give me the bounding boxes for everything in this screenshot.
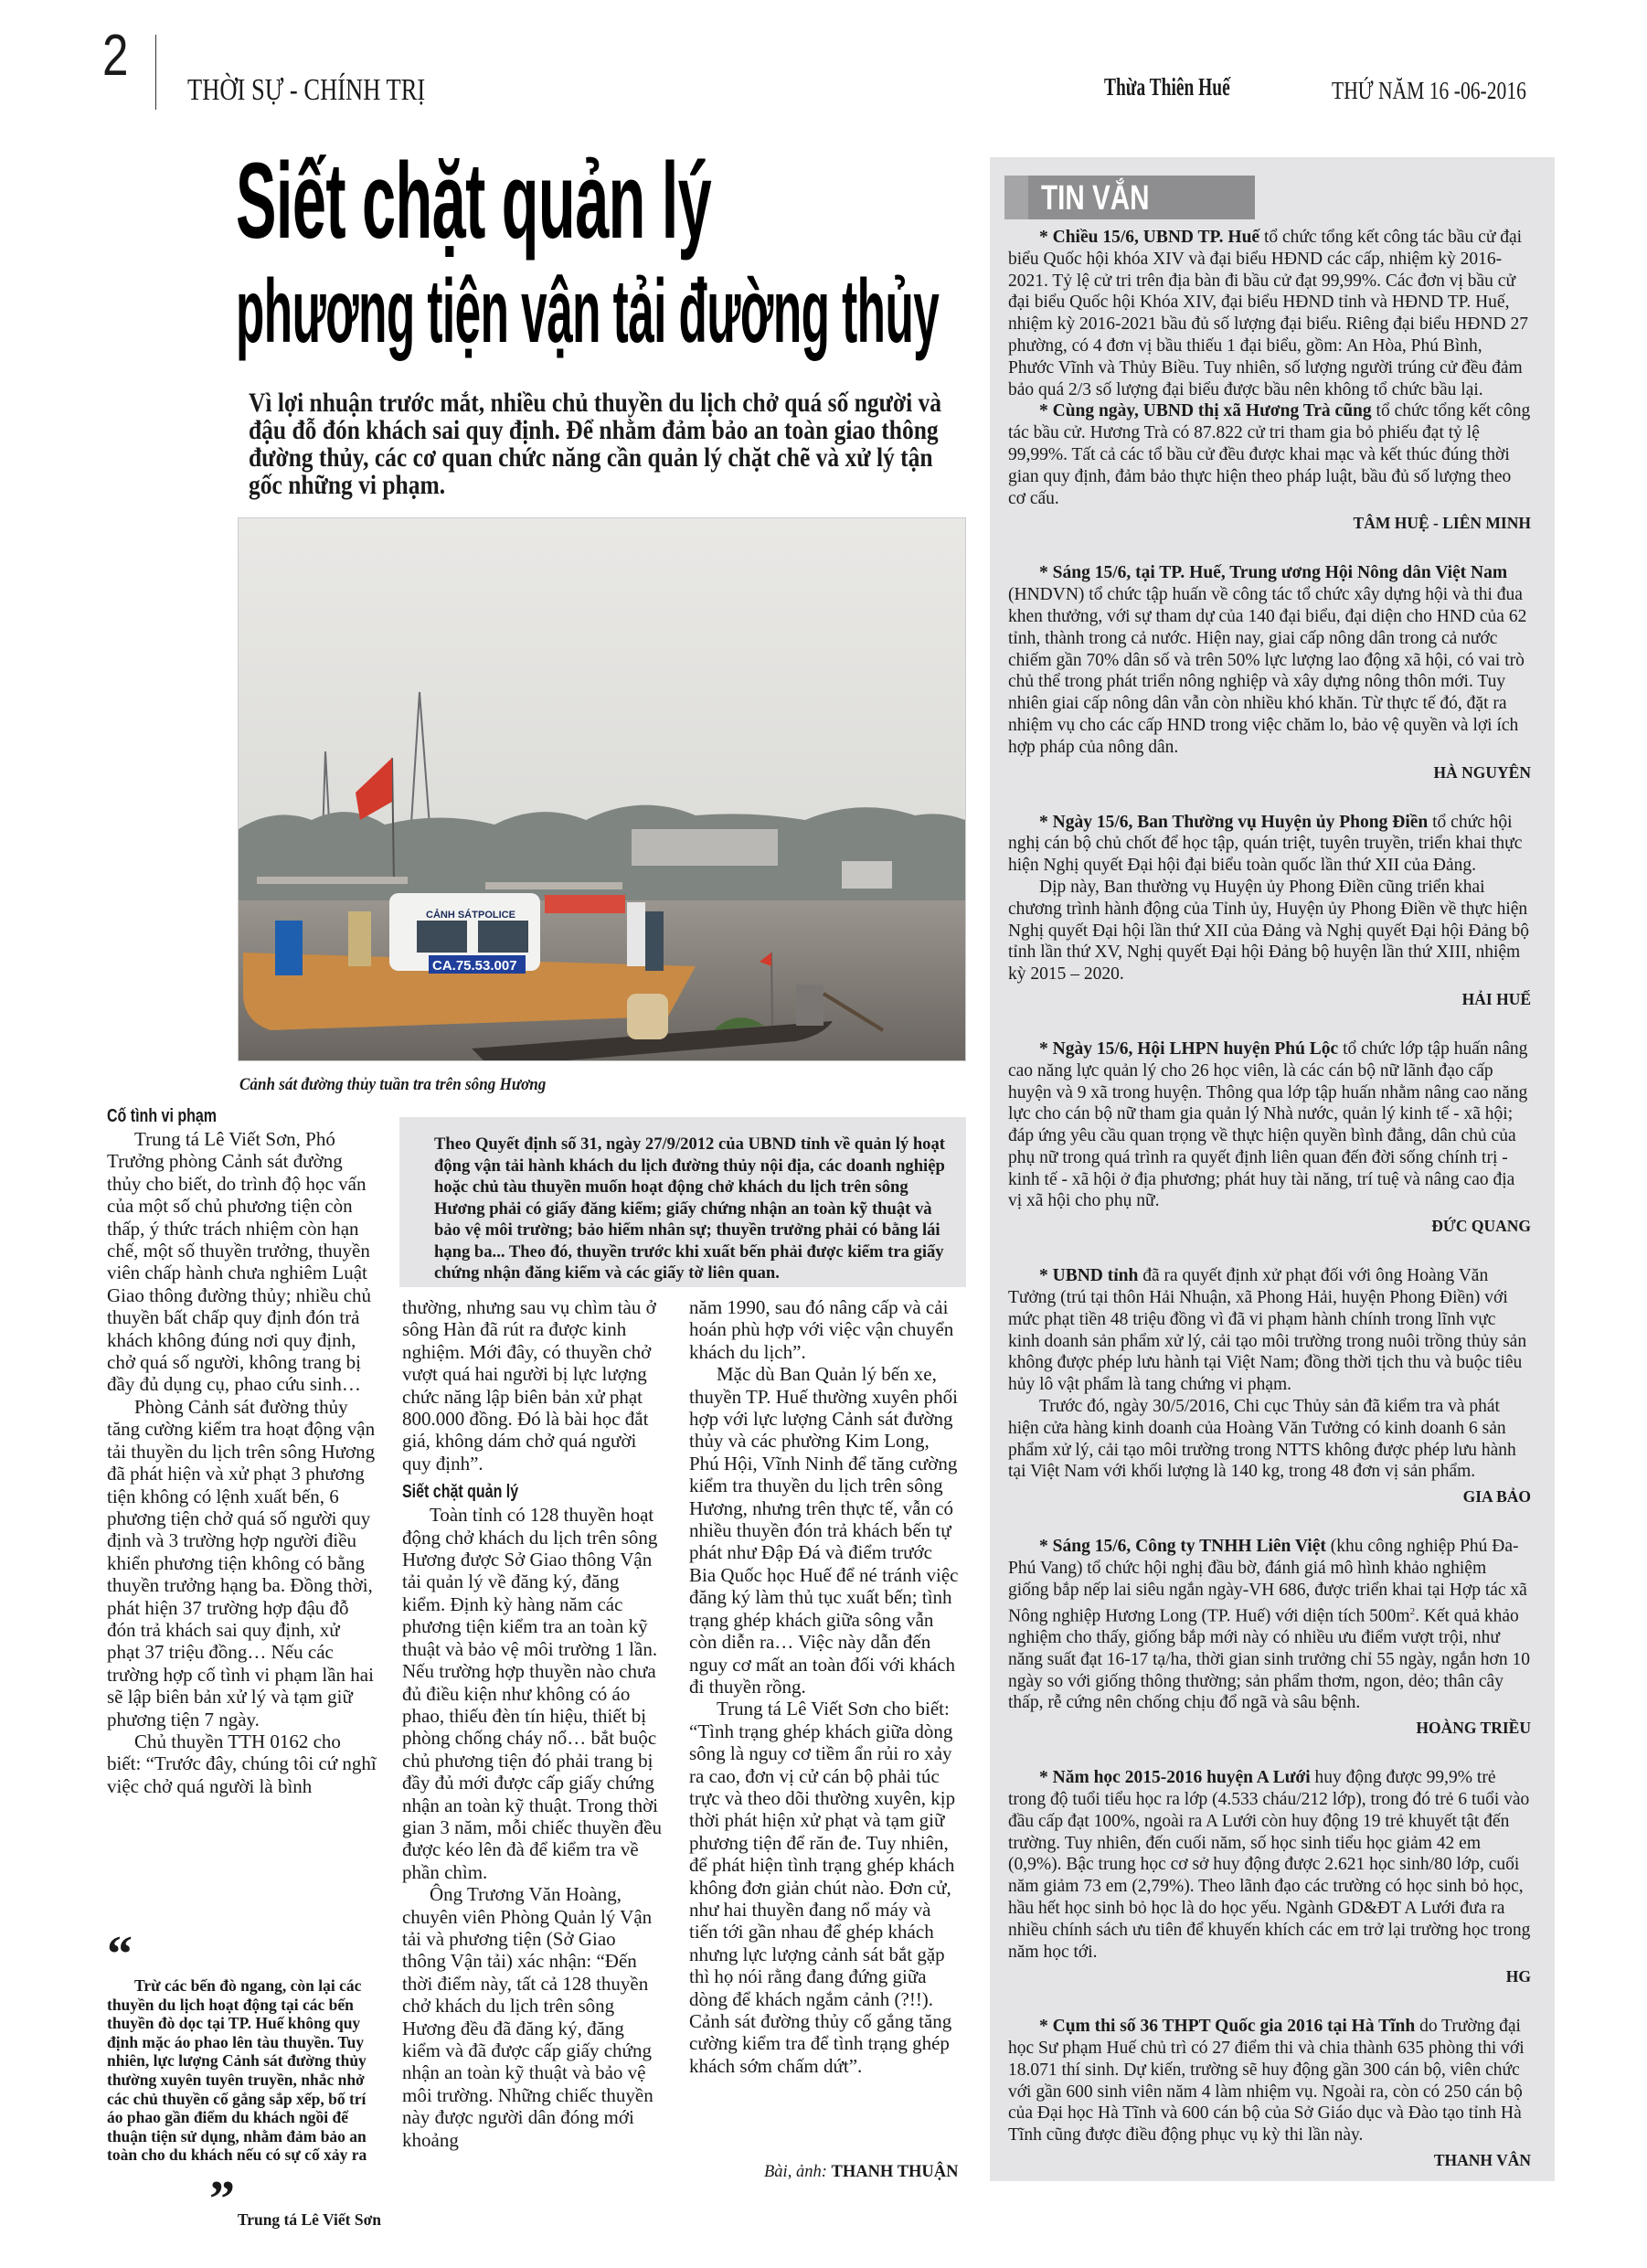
news-author: HG (1505, 1967, 1531, 1986)
article-column-right (689, 1296, 963, 2077)
sidebar-tag (1004, 176, 1255, 219)
news-brief-item: * UBND tỉnh đã ra quyết định xử phạt đối với ông Hoàng Văn Tưởng (trú tại thôn Hải Nhuận, xã Phong Hải, huyện Phong Điền) với mức phạt tiền 48 triệu đồng vì đã vi phạm hành chính trong lĩnh vực kinh doanh sản phẩm xử lý, cải tạo môi trường trong nuôi trồng thủy sản không được phép lưu hành tại Việt Nam; đồng thời tịch thu và buộc tiêu hủy lô vật phẩm là tang chứng vi phạm. Trước đó, ngày 30/5/2016, Chi cục Thủy sản đã kiểm tra và phát hiện cửa hàng kinh doanh của Hoàng Văn Tưởng có kinh doanh 6 sản phẩm xử lý, cải tạo môi trường trong NTTS không được phép lưu hành tại Việt Nam với khối lượng là 140 kg, trong 48 đơn vị sản phẩm. GIA BẢO (1008, 1265, 1531, 1508)
paragraph: Trung tá Lê Viết Sơn cho biết: “Tình trạng ghép khách giữa dòng sông là nguy cơ tiềm ẩn rủi ro xảy ra cao, đơn vị cử cán bộ phải túc trực và theo dõi thường xuyên, kịp thời phát hiện xử phạt và tạm giữ phương tiện để răn đe. Tuy nhiên, để phát hiện tình trạng ghép khách không đơn giản chút nào. Đơn cử, như hai thuyền đang nổ máy và tiến tới gần nhau để ghép khách nhưng lực lượng cảnh sát bắt gặp thì họ nói rằng đang đứng giữa dòng để khách ngắm cảnh (?!!). Cảnh sát đường thủy cố gắng tăng cường kiểm tra để tình trạng ghép khách sớm chấm dứt”. (689, 1698, 956, 2077)
treeline (239, 805, 965, 907)
headline-line-1: Siết chặt quản lý (236, 141, 712, 261)
subhead-co-tinh-vi-pham: Cố tình vi phạm (107, 1106, 217, 1126)
news-author: TÂM HUỆ - LIÊN MINH (1353, 514, 1531, 533)
building (842, 861, 892, 889)
byline (764, 2163, 958, 2182)
news-brief-list (1008, 227, 1531, 2199)
news-brief-item: * Cụm thi số 36 THPT Quốc gia 2016 tại Hà Tĩnh do Trường đại học Sư phạm Huế chủ trì có 27 điểm thi và chia thành 635 phòng thi với 18.071 thí sinh. Dự kiến, trường sẽ huy động gần 300 cán bộ, viên chức với gần 600 sinh viên năm 4 làm nhiệm vụ. Ngoài ra, còn có 250 cán bộ của Đại học Hà Tĩnh và 600 cán bộ của Sở Giáo dục và Đào tạo tỉnh Hà Tĩnh cũng được điều động phục vụ kỳ thi lần này. THANH VÂN (1008, 2016, 1531, 2172)
photo-caption: Cảnh sát đường thủy tuần tra trên sông Hương (239, 1075, 547, 1094)
news-brief-item: * Ngày 15/6, Hội LHPN huyện Phú Lộc tổ chức lớp tập huấn nâng cao năng lực quản lý cho 26 học viên, là các cán bộ nữ lãnh đạo cấp huyện và 9 xã trong huyện. Thông qua lớp tập huấn nhằm nâng cao năng lực cho cán bộ nữ tham gia quản lý Nhà nước, quản lý kinh tế - xã hội; đáp ứng yêu cầu quan trọng về thực hiện quyền bình đẳng, dân chủ của phụ nữ trong quá trình ra quyết định liên quan đến đời sống chính trị - kinh tế - xã hội ở địa phương; phát huy tài năng, trí tuệ và nâng cao địa vị xã hội cho phụ nữ. ĐỨC QUANG (1008, 1038, 1531, 1238)
close-quote-icon: ” (209, 2171, 235, 2228)
pull-quote-text: Trừ các bến đò ngang, còn lại các thuyền du lịch hoạt động tại các bến thuyền đò dọc tại TP. Huế không quy định mặc áo phao lên tàu thuyền. Tuy nhiên, lực lượng Cảnh sát đường thủy thường xuyên tuyên truyền, nhắc nhở các chủ thuyền cố gắng sắp xếp, bố trí áo phao gần điểm du khách ngồi để thuận tiện sử dụng, nhằm đảm bảo an toàn cho du khách nếu có sự cố xảy ra (107, 1976, 367, 2165)
article-lede: Vì lợi nhuận trước mắt, nhiều chủ thuyền du lịch chở quá số người và đậu đỗ đón khách sai quy định. Để nhằm đảm bảo an toàn giao thông đường thủy, các cơ quan chức năng cần quản lý chặt chẽ và xử lý tận gốc những vi phạm. (249, 388, 942, 500)
news-brief-item: * Sáng 15/6, Công ty TNHH Liên Việt (khu công nghiệp Phú Đa-Phú Vang) tổ chức hội nghị đầu bờ, đánh giá mô hình khảo nghiệm giống bắp nếp lai siêu ngắn ngày-VH 686, được triển khai tại Hợp tác xã Nông nghiệp Hương Long (TP. Huế) với diện tích $500m^2$. Kết quả khảo nghiệm cho thấy, giống bắp mới này có nhiều ưu điểm vượt trội, như năng suất đạt 16-17 tạ/ha, thời gian sinh trưởng chỉ 55 ngày, ngắn hơn 10 ngày so với giống thông thường; sản phẩm thơm, ngon, dẻo; thân cây thấp, rễ cứng nên chống chịu đổ ngã và sâu bệnh. HOÀNG TRIỀU (1008, 1536, 1531, 1740)
paragraph: Phòng Cảnh sát đường thủy tăng cường kiểm tra hoạt động vận tải thuyền du lịch trên sông Hương đã phát hiện và xử phạt 3 phương tiện không có lệnh xuất bến, 6 phương tiện chở quá số người quy định và 3 trường hợp người điều khiển phương tiện không có bằng thuyền trưởng hạng ba. Đồng thời, phát hiện 37 trường hợp đậu đỗ đón trả khách sai quy định, xử phạt 37 triệu đồng… Nếu các trường hợp cố tình vi phạm lần hai sẽ lập biên bản xử lý và tạm giữ phương tiện 7 ngày. (107, 1395, 376, 1730)
news-author: THANH VÂN (1433, 2151, 1531, 2170)
byline-role: Bài, ảnh: (764, 2163, 827, 2181)
news-author: HÀ NGUYÊN (1433, 762, 1531, 782)
header-divider (155, 35, 156, 110)
paragraph: Ông Trương Văn Hoàng, chuyên viên Phòng Quản lý Vận tải và phương tiện (Sở Giao thông Vận tải) xác nhận: “Đến thời điểm này, tất cả 128 thuyền chở khách du lịch trên sông Hương đều đã đăng ký, đăng kiểm và đã được cấp giấy chứng nhận an toàn kỹ thuật và bảo vệ môi trường. Những chiếc thuyền này được người dân đóng mới khoảng (402, 1883, 653, 2151)
article-column-left (107, 1104, 377, 1797)
sky (239, 518, 965, 847)
boat-label-canh-sat: CẢNH SÁT (426, 910, 478, 921)
article-photo (238, 517, 966, 1061)
publication-name: Thừa Thiên Huế (1104, 73, 1230, 101)
paragraph: Mặc dù Ban Quản lý bến xe, thuyền TP. Huế thường xuyên phối hợp với lực lượng Cảnh sát đường thủy và các phường Kim Long, Phú Hội, Vĩnh Ninh để tăng cường kiểm tra thuyền du lịch trên sông Hương, nhưng trên thực tế, vẫn có nhiều thuyền đón trả khách bến tự phát như Đập Đá và điểm trước Bia Quốc học Huế để né tránh việc đăng ký làm thủ tục xuất bến; tình trạng ghép khách giữa sông vẫn còn diễn ra… Việc này dẫn đến nguy cơ mất an toàn đối với khách đi thuyền rồng. (689, 1363, 959, 1698)
paragraph: Chủ thuyền TTH 0162 cho biết: “Trước đây, chúng tôi cứ nghĩ việc chở quá người là bình (107, 1730, 377, 1797)
article-column-middle (402, 1296, 663, 2151)
subhead-siet-chat-quan-ly: Siết chặt quản lý (402, 1482, 519, 1503)
boat-label-police: POLICE (478, 910, 515, 921)
news-brief-item: * Ngày 15/6, Ban Thường vụ Huyện ủy Phong Điền tổ chức hội nghị cán bộ chủ chốt để học tập, quán triệt, tuyên truyền, triển khai thực hiện Nghị quyết Đại hội đại biểu toàn quốc lần thứ XII của Đảng. Dịp này, Ban thường vụ Huyện ủy Phong Điền cũng triển khai chương trình hành động của Tỉnh ủy, Huyện ủy Phong Điền về thực hiện Nghị quyết Đại hội lần thứ XII của Đảng và Nghị quyết Đại hội Đảng bộ tỉnh lần thứ XV, Nghị quyết Đại hội Đảng bộ huyện lần thứ XIII, nhiệm kỳ 2015 – 2020. HẢI HUẾ (1008, 812, 1531, 1011)
news-author: HẢI HUẾ (1461, 989, 1531, 1008)
news-brief-item: * Năm học 2015-2016 huyện A Lưới huy động được 99,9% trẻ trong độ tuổi tiểu học ra lớp (4.533 cháu/212 lớp), trong đó trẻ 6 tuổi vào đầu cấp đạt 100%, ngoài ra A Lưới còn huy động 19 trẻ khuyết tật đến trường. Tuy nhiên, đến cuối năm, số học sinh tiểu học giảm 42 em (0,9%). Bậc trung học cơ sở huy động được 2.621 học sinh/80 lớp, cuối năm giảm 73 em (2,79%). Theo lãnh đạo các trường có học sinh bỏ học, hầu hết học sinh bỏ học là do học yếu. Ngành GD&ĐT A Lưới đưa ra nhiều chính sách ưu tiên để khuyến khích các em trở lại trường học trong năm học tới. HG (1008, 1767, 1531, 1988)
paragraph: thường, nhưng sau vụ chìm tàu ở sông Hàn đã rút ra được kinh nghiệm. Mới đây, có thuyền chở vượt quá hai người bị lực lượng chức năng lập biên bản xử phạt 800.000 đồng. Đó là bài học đắt giá, không dám chở quá người quy định”. (402, 1296, 656, 1475)
river-patrol-photo (239, 518, 965, 1060)
paragraph: Toàn tỉnh có 128 thuyền hoạt động chở khách du lịch trên sông Hương được Sở Giao thông Vận tải quản lý về đăng ký, đăng kiểm. Định kỳ hàng năm các phương tiện kiểm tra an toàn kỹ thuật và bảo vệ môi trường 1 lần. Nếu trường hợp thuyền nào chưa đủ điều kiện như không có áo phao, thiếu đèn tín hiệu, thiết bị phòng chống cháy nổ… bắt buộc chủ phương tiện đó phải trang bị đầy đủ mới được cấp giấy chứng nhận an toàn kỹ thuật. Trong thời gian 3 năm, mỗi chiếc thuyền đều được kéo lên đà để kiểm tra về phần chìm. (402, 1504, 663, 1883)
boat-plate: CA.75.53.007 (432, 958, 517, 974)
sidebar-title: TIN VẮN (1041, 179, 1150, 218)
news-author: ĐỨC QUANG (1431, 1217, 1531, 1236)
byline-name: THANH THUẬN (831, 2163, 959, 2181)
news-brief-item: * Chiều 15/6, UBND TP. Huế tổ chức tổng kết công tác bầu cử đại biểu Quốc hội khóa XIV và đại biểu HĐND các cấp, nhiệm kỳ 2016-2021. Tỷ lệ cử tri trên địa bàn đi bầu cử đạt 99,99%. Các đơn vị bầu cử đại biểu Quốc hội Khóa XIV, đại biểu HĐND tỉnh và HĐND TP. Huế, nhiệm kỳ 2016-2021 bầu đủ số lượng đại biểu. Riêng đại biểu HĐND 27 phường, có 4 đơn vị bầu thiếu 1 đại biểu, gồm: An Hòa, Phú Bình, Phước Vĩnh và Thủy Biều. Tuy nhiên, số lượng người trúng cử đều đảm bảo quá 2/3 số lượng đại biểu được bầu nên không tổ chức bầu lại. * Cùng ngày, UBND thị xã Hương Trà cũng tổ chức tổng kết công tác bầu cử. Hương Trà có 87.822 cử tri tham gia bỏ phiếu đạt tỷ lệ 99,99%. Tất cả các tổ bầu cử đều được khai mạc và kết thúc đúng thời gian quy định, đảm bảo thực hiện theo pháp luật, bầu đủ số lượng theo cơ cấu. TÂM HUỆ - LIÊN MINH (1008, 227, 1531, 535)
paragraph: Trung tá Lê Viết Sơn, Phó Trưởng phòng Cảnh sát đường thủy cho biết, do trình độ học vấn của một số chủ phương tiện còn thấp, ý thức trách nhiệm còn hạn chế, một số thuyền trưởng, thuyền viên chấp hành chưa nghiêm Luật Giao thông đường thủy; nhiều chủ thuyền bất chấp quy định đón trả khách không đúng nơi quy định, chở quá số người, không trang bị đầy đủ dụng cụ, phao cứu sinh… (107, 1128, 372, 1396)
news-author: GIA BẢO (1462, 1487, 1531, 1507)
section-label: THỜI SỰ - CHÍNH TRỊ (187, 73, 426, 107)
headline-line-2: phương tiện vận tải đường thủy (236, 261, 940, 361)
news-brief-sidebar (990, 157, 1555, 2181)
policy-box-text: Theo Quyết định số 31, ngày 27/9/2012 của UBND tỉnh về quản lý hoạt động vận tải hành khách du lịch đường thủy nội địa, các doanh nghiệp hoặc chủ tàu thuyền muốn hoạt động chở khách du lịch trên sông Hương phải có giấy đăng kiểm; giấy chứng nhận an toàn kỹ thuật và bảo vệ môi trường; bảo hiểm nhân sự; thuyền trưởng phải có bằng lái hạng ba... Theo đó, thuyền trước khi xuất bến phải được kiểm tra giấy chứng nhận đăng kiểm và các giấy tờ liên quan. (434, 1134, 945, 1283)
news-brief-item: * Sáng 15/6, tại TP. Huế, Trung ương Hội Nông dân Việt Nam (HNDVN) tổ chức tập huấn về công tác tổ chức xây dựng hội và thi đua khen thưởng, với sự tham dự của 140 đại biểu, đại diện cho HND của 62 tỉnh, thành trong cả nước. Hiện nay, giai cấp nông dân trong cả nước chiếm gần 70% dân số và trên 50% lực lượng lao động xã hội, có vai trò chủ thể trong phát triển nông nghiệp và xây dựng nông thôn mới. Tuy nhiên giai cấp nông dân vẫn còn nhiều khó khăn. Từ thực tế đó, đặt ra nhiệm vụ cho các cấp HND trong việc chăm lo, bảo vệ quyền và lợi ích hợp pháp của nông dân. HÀ NGUYÊN (1008, 562, 1531, 783)
paragraph: năm 1990, sau đó nâng cấp và cải hoán phù hợp với việc vận chuyển khách du lịch”. (689, 1296, 954, 1363)
open-quote-icon: “ (107, 1926, 133, 1983)
page-number: 2 (102, 22, 129, 88)
building (632, 829, 778, 866)
policy-box (399, 1117, 966, 1287)
pull-quote-attribution: Trung tá Lê Viết Sơn (237, 2210, 381, 2229)
pull-quote (107, 1926, 381, 2229)
issue-date: THỨ NĂM 16 -06-2016 (1332, 77, 1526, 104)
news-author: HOÀNG TRIỀU (1416, 1719, 1531, 1738)
